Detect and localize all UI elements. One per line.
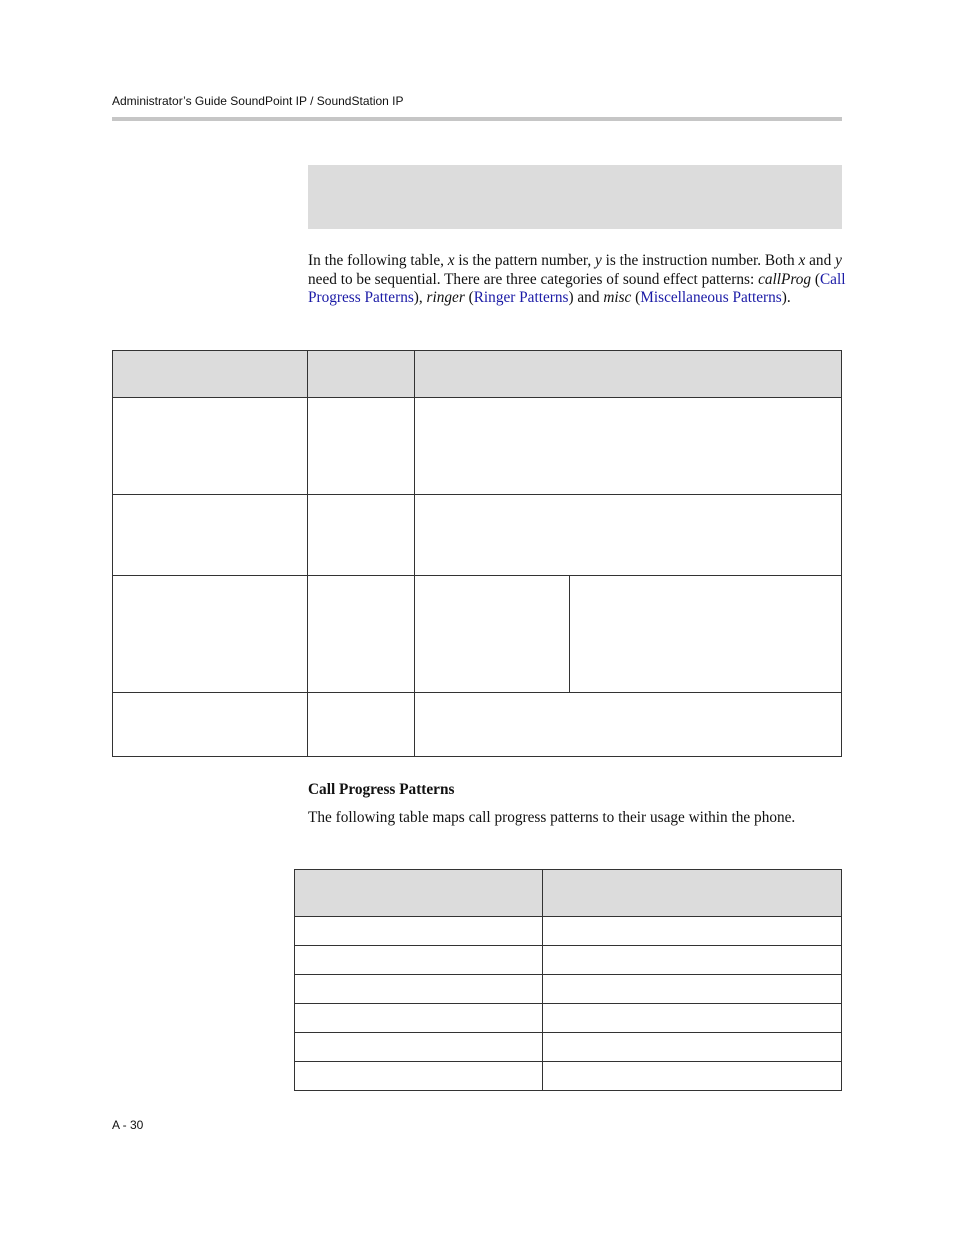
section-heading: Call Progress Patterns — [308, 781, 455, 798]
table-row — [113, 576, 842, 693]
table-header-row — [295, 870, 842, 917]
table-cell — [570, 576, 842, 693]
miscellaneous-patterns-link[interactable]: Miscellaneous Patterns — [640, 289, 782, 307]
table-row — [113, 398, 842, 495]
table-cell — [113, 693, 308, 757]
table-cell — [295, 917, 543, 946]
table-cell — [415, 576, 570, 693]
table-cell — [308, 693, 415, 757]
note-box — [308, 165, 842, 229]
page-number: A - 30 — [112, 1118, 144, 1132]
table-cell — [543, 917, 842, 946]
table-cell — [415, 693, 842, 757]
header-cell — [543, 870, 842, 917]
table-cell — [295, 946, 543, 975]
table-row — [295, 1004, 842, 1033]
header-cell — [415, 351, 842, 398]
table-cell — [308, 576, 415, 693]
call-progress-patterns-link[interactable]: Call Progress Patterns — [308, 270, 846, 307]
table-cell — [295, 1062, 543, 1091]
header-cell — [308, 351, 415, 398]
table-row — [295, 917, 842, 946]
running-header: Administrator’s Guide SoundPoint IP / SoundStation IP — [112, 94, 404, 108]
table-cell — [295, 1033, 543, 1062]
table-cell — [543, 1004, 842, 1033]
header-rule — [112, 117, 842, 121]
table-cell — [295, 975, 543, 1004]
header-cell — [295, 870, 543, 917]
ringer-patterns-link[interactable]: Ringer Patterns — [473, 289, 569, 307]
table-cell — [113, 398, 308, 495]
table-cell — [308, 495, 415, 576]
intro-paragraph: In the following table, x is the pattern number, y is the instruction number. Both x and y need to be sequential. There are three categories of sound effect patterns: callProg (Call Progress Patterns), ringer (Ringer Patterns) and misc (Miscellaneous Patterns). — [308, 252, 846, 307]
table-row — [295, 975, 842, 1004]
table-cell — [415, 398, 842, 495]
table-header-row — [113, 351, 842, 398]
table-cell — [543, 975, 842, 1004]
sound-effect-patterns-table — [112, 350, 842, 757]
table-cell — [295, 1004, 543, 1033]
section-paragraph: The following table maps call progress patterns to their usage within the phone. — [308, 809, 796, 826]
table-row — [295, 1033, 842, 1062]
header-cell — [113, 351, 308, 398]
table-row — [113, 693, 842, 757]
table-cell — [113, 495, 308, 576]
table-cell — [543, 1062, 842, 1091]
call-progress-patterns-table — [294, 869, 842, 1091]
table-row — [295, 1062, 842, 1091]
table-cell — [543, 1033, 842, 1062]
table-cell — [308, 398, 415, 495]
table-cell — [415, 495, 842, 576]
table-cell — [543, 946, 842, 975]
table-cell — [113, 576, 308, 693]
table-row — [295, 946, 842, 975]
table-row — [113, 495, 842, 576]
